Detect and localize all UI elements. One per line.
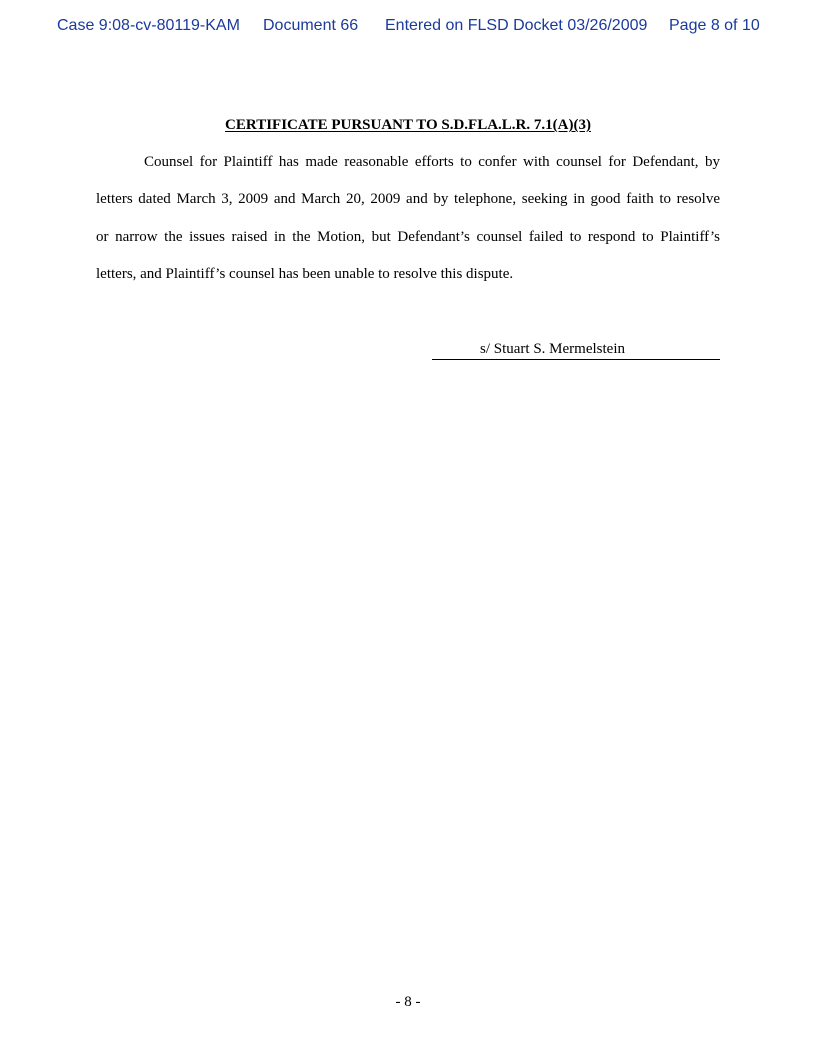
paragraph-line: or narrow the issues raised in the Motion, but Defendant’s counsel failed to respond to Plaintiff’s <box>96 229 720 245</box>
document-number: Document 66 <box>263 17 359 34</box>
page-number: - 8 - <box>395 994 421 1010</box>
signature-name: s/ Stuart S. Mermelstein <box>480 341 625 357</box>
signature-line <box>432 341 720 360</box>
page-indicator: Page 8 of 10 <box>669 17 760 34</box>
paragraph-line: Counsel for Plaintiff has made reasonable efforts to confer with counsel for Defendant, by <box>144 154 720 170</box>
paragraph-line: letters, and Plaintiff’s counsel has been unable to resolve this dispute. <box>96 266 514 282</box>
paragraph-line: letters dated March 3, 2009 and March 20, 2009 and by telephone, seeking in good faith to resolve <box>96 191 720 207</box>
docket-entry-date: Entered on FLSD Docket 03/26/2009 <box>385 17 648 34</box>
certificate-title: CERTIFICATE PURSUANT TO S.D.FLA.L.R. 7.1(A)(3) <box>225 117 591 133</box>
case-number: Case 9:08-cv-80119-KAM <box>57 17 240 34</box>
docket-header <box>57 17 761 39</box>
